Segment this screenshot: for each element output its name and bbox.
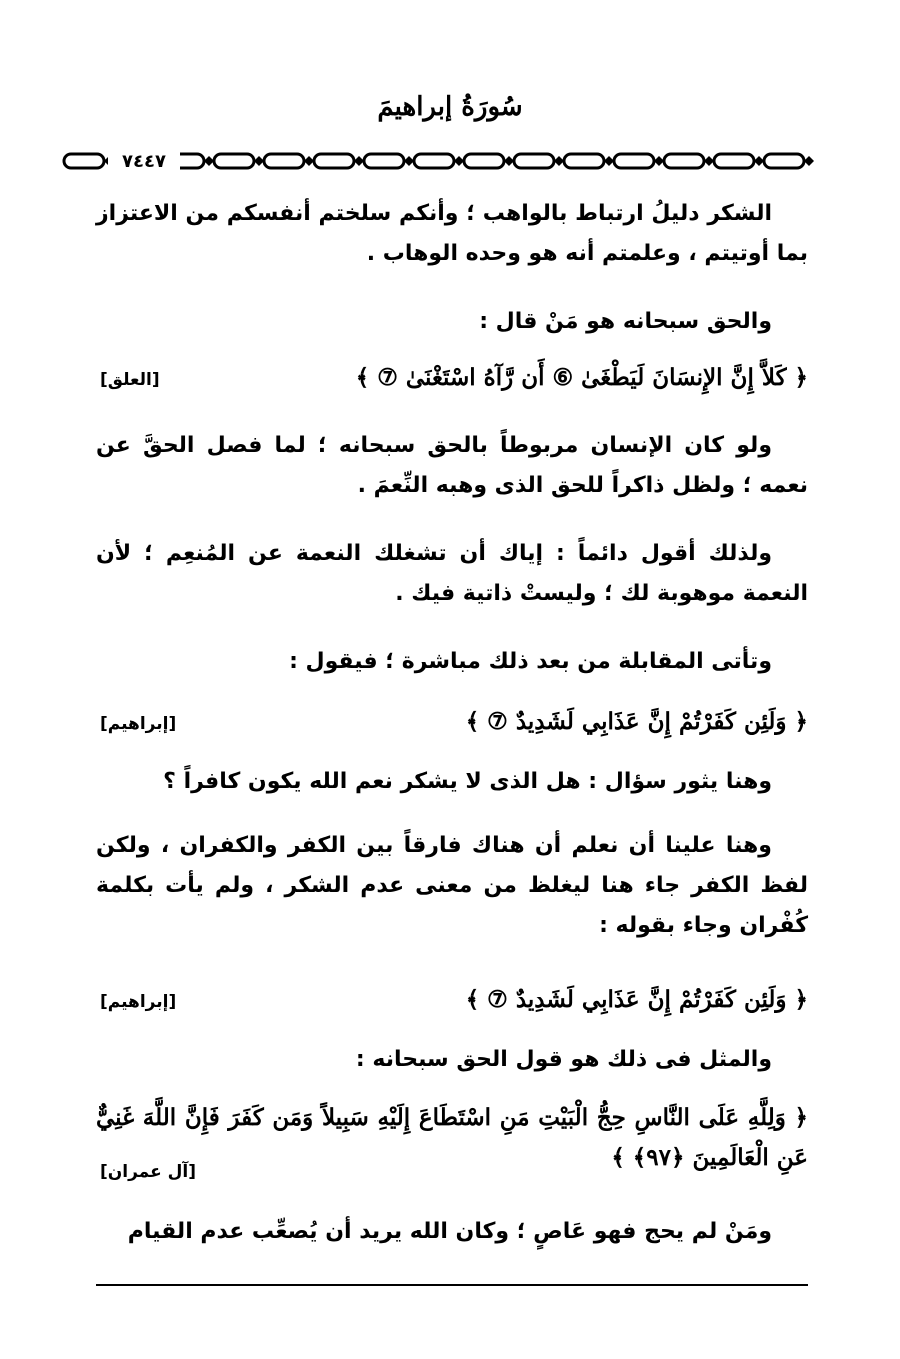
- chain-link: [664, 154, 704, 168]
- chain-link: [514, 154, 554, 168]
- chain-diamond: [804, 156, 814, 166]
- bottom-rule: [96, 1284, 808, 1286]
- paragraph: وتأتى المقابلة من بعد ذلك مباشرة ؛ فيقول :: [289, 649, 772, 674]
- paragraph: وهنا علينا أن نعلم أن هناك فارقاً بين الكفر والكفران ، ولكن لفظ الكفر جاء هنا ليغلظ من معنى عدم الشكر ، ولم يأت بكلمة كُفْران وجاء بقوله :: [96, 833, 808, 938]
- verse-reference: [آل عمران]: [100, 1162, 196, 1182]
- chain-link: [64, 154, 104, 168]
- chain-link: [264, 154, 304, 168]
- surah-title: سُورَةُ إبراهيمَ: [377, 92, 523, 122]
- page-number: ٧٤٤٧: [108, 151, 180, 172]
- quran-verse: ﴿ وَلَئِن كَفَرْتُمْ إِنَّ عَذَابِي لَشَدِيدٌ ⑦ ﴾: [465, 708, 808, 735]
- verse-reference: [إبراهيم]: [100, 992, 177, 1012]
- paragraph: الشكر دليلُ ارتباط بالواهب ؛ وأنكم سلختم أنفسكم من الاعتزاز بما أوتيتم ، وعلمتم أنه هو وحده الوهاب .: [96, 201, 808, 266]
- chain-link: [614, 154, 654, 168]
- paragraph: ومَنْ لم يحج فهو عَاصٍ ؛ وكان الله يريد أن يُصعِّب عدم القيام: [127, 1219, 772, 1244]
- chain-link: [414, 154, 454, 168]
- chain-link: [214, 154, 254, 168]
- quran-verse: ﴿ وَلِلَّهِ عَلَى النَّاسِ حِجُّ الْبَيْتِ مَنِ اسْتَطَاعَ إِلَيْهِ سَبِيلاً وَمَن كَفَرَ فَإِنَّ اللَّهَ غَنِيٌّ عَنِ الْعَالَمِينَ ﴿٩٧﴾ ﴾: [96, 1104, 808, 1171]
- paragraph: ولذلك أقول دائماً : إياك أن تشغلك النعمة عن المُنعِم ؛ لأن النعمة موهوبة لك ؛ وليستْ ذاتية فيك .: [96, 541, 808, 606]
- paragraph: وهنا يثور سؤال : هل الذى لا يشكر نعم الله يكون كافراً ؟: [163, 769, 772, 794]
- chain-link: [464, 154, 504, 168]
- chain-link: [364, 154, 404, 168]
- chain-link: [564, 154, 604, 168]
- chain-link: [314, 154, 354, 168]
- paragraph: والمثل فى ذلك هو قول الحق سبحانه :: [355, 1047, 772, 1072]
- verse-reference: [العلق]: [100, 370, 160, 390]
- paragraph: والحق سبحانه هو مَنْ قال :: [479, 309, 772, 334]
- chain-link: [764, 154, 804, 168]
- quran-verse: ﴿ وَلَئِن كَفَرْتُمْ إِنَّ عَذَابِي لَشَدِيدٌ ⑦ ﴾: [465, 986, 808, 1013]
- paragraph: ولو كان الإنسان مربوطاً بالحق سبحانه ؛ لما فصل الحقَّ عن نعمه ؛ ولظل ذاكراً للحق الذى وهبه النِّعمَ .: [96, 433, 808, 498]
- verse-reference: [إبراهيم]: [100, 714, 177, 734]
- quran-verse: ﴿ كَلاَّ إِنَّ الإِنسَانَ لَيَطْغَىٰ ⑥ أَن رَّآهُ اسْتَغْنَىٰ ⑦ ﴾: [355, 364, 808, 391]
- chain-link: [714, 154, 754, 168]
